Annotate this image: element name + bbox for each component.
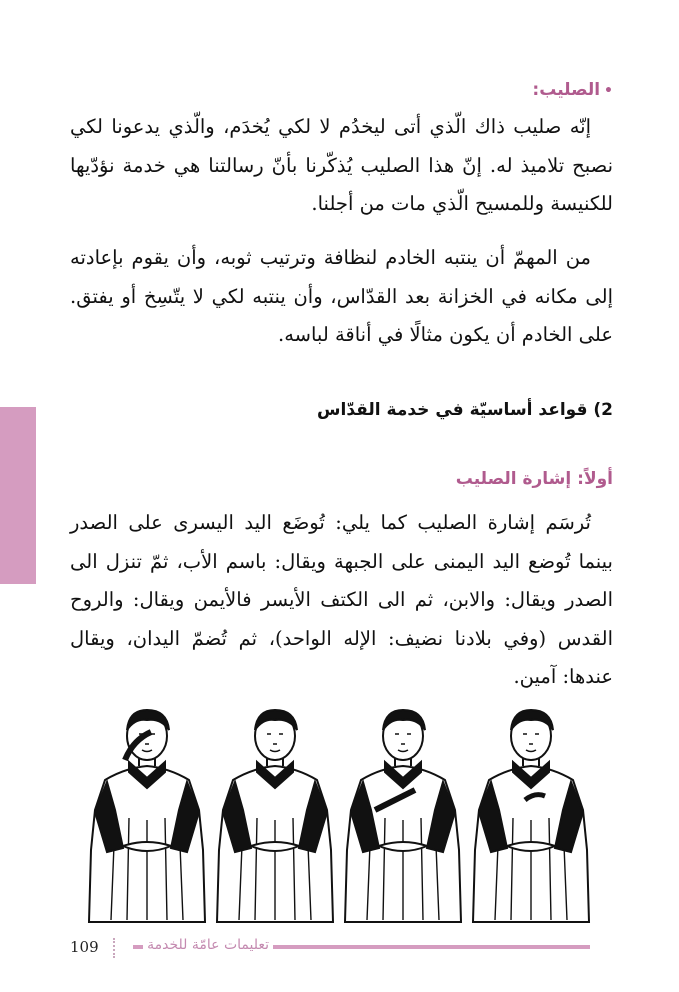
paragraph-text: تُرسَم إشارة الصليب كما يلي: تُوضَع اليد اليسرى على الصدر بينما تُوضع اليد اليمنى على الجبهة ويقال: باسم الأب، ثمّ تنزل الى الصدر ويقال: والابن، ثم الى الكتف الأيسر فالأيمن ويقال: والروح القدس (وفي بلادنا نضيف: الإله الواحد)، ثم تُضمّ اليدان، ويقال عندها: آمين. xyxy=(70,511,613,688)
bullet-icon: • xyxy=(604,83,613,99)
paragraph-text: إنّه صليب ذاك الّذي أتى ليخدُم لا لكي يُخدَم، والّذي يدعونا لكي نصبح تلاميذ له. إنّ هذا الصليب يُذكّرنا بأنّ رسالتنا هي خدمة نؤدّيها للكنيسة وللمسيح الّذي مات من أجلنا. xyxy=(70,115,613,215)
paragraph-sign-of-cross xyxy=(70,504,613,697)
altar-servers-illustration xyxy=(85,700,595,925)
server-figure xyxy=(345,710,461,922)
paragraph-cross-meaning xyxy=(70,108,613,224)
server-figure xyxy=(217,710,333,922)
side-tab-marker xyxy=(0,407,36,584)
heading-text: الصليب: xyxy=(532,80,601,100)
section-heading-cross xyxy=(532,80,613,100)
footer-book-title: تعليمات عامّة للخدمة xyxy=(143,937,273,953)
section-heading-basic-rules: 2) قواعد أساسيّة في خدمة القدّاس xyxy=(317,400,613,420)
server-figure xyxy=(89,710,205,922)
server-figure xyxy=(473,710,589,922)
subsection-heading-sign-of-cross: أولاً: إشارة الصليب xyxy=(455,469,613,489)
paragraph-text: من المهمّ أن ينتبه الخادم لنظافة وترتيب ثوبه، وأن يقوم بإعادته إلى مكانه في الخزانة بعد القدّاس، وأن ينتبه لكي لا يتّسِخ أو يفتق. على الخادم أن يكون مثالًا في أناقة لباسه. xyxy=(70,246,613,346)
paragraph-server-robe xyxy=(70,239,613,355)
page-number: 109 xyxy=(70,938,99,956)
footer-separator xyxy=(113,938,115,958)
